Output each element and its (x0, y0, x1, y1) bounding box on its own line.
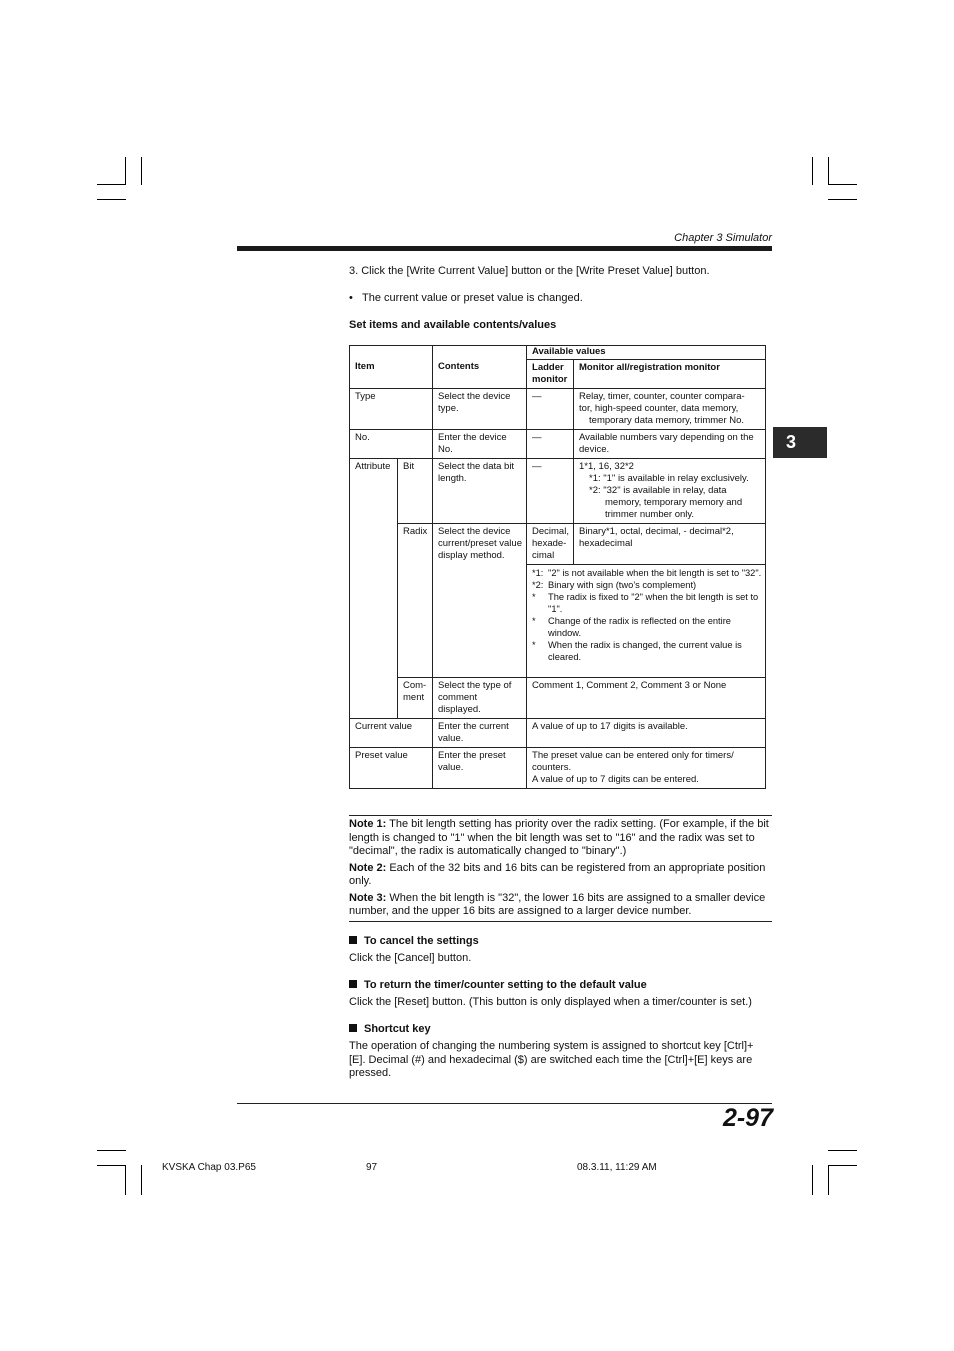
note-1: Note 1: The bit length setting has priority over the radix setting. (For example, if the bit length is changed to "1" when the bit length was set to "16" and the radix was set to "decimal", the radix is automatically changed to "binary".) (349, 818, 769, 857)
row-no-item: No. (350, 430, 433, 459)
crop-mark (97, 1150, 126, 1151)
footer-date: 08.3.11, 11:29 AM (577, 1162, 657, 1173)
row-radix-ladder: Decimal, hexade- cimal (527, 524, 574, 565)
type-monitor-line: tor, high-speed counter, data memory, (579, 403, 739, 414)
header-monitor: Monitor all/registration monitor (574, 360, 766, 389)
row-attribute-label: Attribute (350, 459, 398, 719)
notes-box (349, 815, 772, 922)
radix-note: * The radix is fixed to "2" when the bit length is set to "1". (532, 592, 759, 614)
type-monitor-line: temporary data memory, trimmer No. (589, 415, 745, 426)
row-current-item: Current value (350, 719, 433, 748)
crop-mark (828, 1165, 829, 1195)
crop-mark (97, 184, 126, 185)
footer-file: KVSKA Chap 03.P65 (162, 1162, 256, 1173)
chapter-tab: 3 (773, 427, 827, 458)
radix-note: * Change of the radix is reflected on the entire window. (532, 616, 731, 638)
crop-mark (828, 1150, 857, 1151)
crop-mark (97, 199, 126, 200)
crop-mark (141, 1165, 142, 1195)
section-title: Set items and available contents/values (349, 319, 557, 331)
radix-note: *2: Binary with sign (two’s complement) (532, 580, 697, 590)
row-no-monitor: Available numbers vary depending on the device. (574, 430, 766, 459)
square-bullet-icon (349, 980, 357, 988)
radix-notes (527, 565, 766, 678)
shortcut-heading: Shortcut key (349, 1023, 431, 1036)
header-contents: Contents (433, 346, 527, 389)
bullet-text: The current value or preset value is changed. (362, 292, 583, 304)
bullet-marker: • (349, 292, 353, 304)
shortcut-text: The operation of changing the numbering system is assigned to shortcut key [Ctrl]+[E]. Decimal (#) and hexadecimal ($) are switched each time the [Ctrl]+[E] keys are pressed. (349, 1040, 754, 1079)
cancel-heading: To cancel the settings (349, 935, 479, 948)
row-type-ladder: — (527, 389, 574, 430)
header-ladder: Ladder monitor (527, 360, 574, 389)
note-3: Note 3: When the bit length is "32", the lower 16 bits are assigned to a smaller device number, and the upper 16 bits are assigned to a larger device number. (349, 891, 766, 917)
row-no-contents: Enter the device No. (433, 430, 527, 459)
square-bullet-icon (349, 936, 357, 944)
footer-page: 97 (366, 1162, 378, 1173)
crop-mark (125, 1165, 126, 1195)
row-radix-monitor: Binary*1, octal, decimal, - decimal*2, hexadecimal (574, 524, 766, 565)
preset-values-line: The preset value can be entered only for timers/ counters. (532, 750, 734, 773)
row-current-values: A value of up to 17 digits is available. (527, 719, 766, 748)
row-radix-sub: Radix (398, 524, 433, 565)
row-bit-contents: Select the data bit length. (433, 459, 527, 524)
crop-mark (141, 157, 142, 185)
radix-note: *1: "2" is not available when the bit length is set to "32". (532, 568, 762, 578)
cancel-text: Click the [Cancel] button. (349, 952, 472, 964)
bit-values-line: 1*1, 16, 32*2 (579, 461, 634, 472)
page-number: 2-97 (722, 1104, 773, 1132)
header-available: Available values (527, 346, 766, 360)
row-preset-values (527, 748, 766, 789)
footer-rule (237, 1103, 772, 1104)
bit-note-2: *2: "32" is available in relay, data (589, 485, 727, 496)
radix-note: * When the radix is changed, the current value is cleared. (532, 640, 742, 662)
row-bit-ladder: — (527, 459, 574, 524)
chapter-header: Chapter 3 Simulator (674, 232, 772, 244)
crop-mark (812, 1165, 813, 1195)
settings-table (349, 345, 766, 789)
preset-values-line: A value of up to 7 digits can be entered. (532, 774, 699, 785)
row-current-contents: Enter the current value. (433, 719, 527, 748)
row-comment-sub: Com- ment (398, 678, 433, 719)
crop-mark (828, 199, 857, 200)
crop-mark (828, 1165, 857, 1166)
header-item: Item (350, 346, 433, 389)
bit-note-2-cont: trimmer number only. (605, 509, 695, 520)
crop-mark (828, 184, 857, 185)
row-preset-contents: Enter the preset value. (433, 748, 527, 789)
bullet-item (349, 292, 583, 305)
square-bullet-icon (349, 1024, 357, 1032)
row-comment-values: Comment 1, Comment 2, Comment 3 or None (527, 678, 766, 719)
bit-note-1: *1: "1" is available in relay exclusively. (589, 473, 749, 484)
row-type-monitor (574, 389, 766, 430)
crop-mark (828, 157, 829, 185)
row-type-contents: Select the device type. (433, 389, 527, 430)
reset-text: Click the [Reset] button. (This button is only displayed when a timer/counter is set.) (349, 996, 752, 1008)
note-2: Note 2: Each of the 32 bits and 16 bits can be registered from an appropriate position only. (349, 861, 766, 887)
row-radix-contents: Select the device current/preset value display method. (433, 524, 527, 565)
row-comment-contents: Select the type of comment displayed. (433, 678, 527, 719)
type-monitor-line: Relay, timer, counter, counter compara- (579, 391, 745, 402)
crop-mark (97, 1165, 126, 1166)
row-bit-sub: Bit (398, 459, 433, 524)
header-rule (237, 246, 772, 251)
bit-note-2-cont: memory, temporary memory and (605, 497, 743, 508)
crop-mark (125, 157, 126, 185)
row-no-ladder: — (527, 430, 574, 459)
row-type-item: Type (350, 389, 433, 430)
step-text: 3. Click the [Write Current Value] button or the [Write Preset Value] button. (349, 265, 710, 277)
row-preset-item: Preset value (350, 748, 433, 789)
row-bit-values (574, 459, 766, 524)
reset-heading: To return the timer/counter setting to the default value (349, 979, 647, 992)
crop-mark (812, 157, 813, 185)
